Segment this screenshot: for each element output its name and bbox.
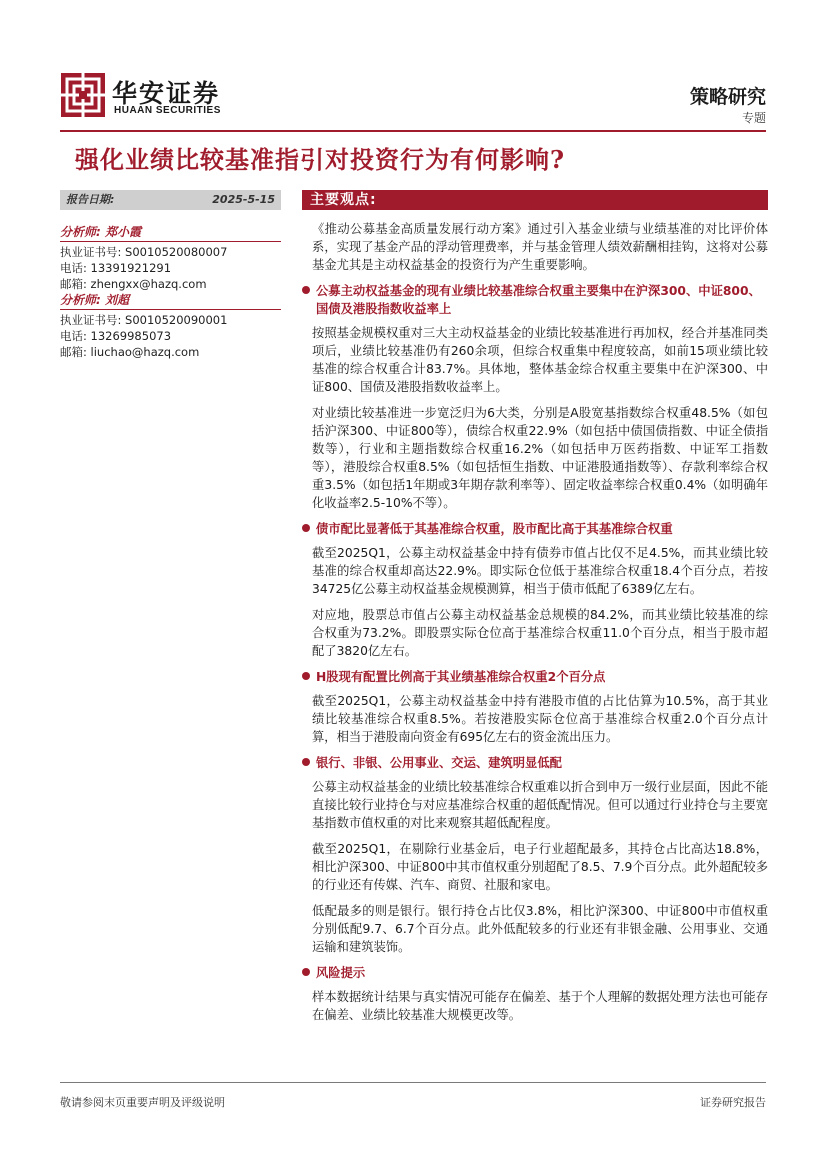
- bullet-dot-icon: [302, 672, 310, 680]
- point-paragraph: 截至2025Q1，公募主动权益基金中持有港股市值的占比估算为10.5%，高于其业绩比较基准综合权重8.5%。若按港股实际仓位高于基准综合权重2.0个百分点计算，相当于港股南向资金有695亿左右的资金流出压力。: [312, 694, 768, 744]
- analyst-heading: 分析师: 郑小霞: [60, 224, 281, 242]
- analyst-cert: 执业证书号: S0010520090001: [60, 313, 228, 327]
- bullet-dot-icon: [302, 524, 310, 532]
- point-heading: [302, 282, 768, 318]
- report-title: 强化业绩比较基准指引对投资行为有何影响?: [75, 145, 566, 174]
- analyst-phone: 电话: 13269985073: [60, 329, 172, 343]
- analyst-heading: 分析师: 刘超: [60, 292, 281, 310]
- document-type: 策略研究: [689, 86, 766, 108]
- point-paragraph: 按照基金规模权重对三大主动权益基金的业绩比较基准进行再加权，经合并基准同类项后，业绩比较基准仍有260余项，但综合权重集中程度较高，如前15项业绩比较基准的综合权重合计83.7%。具体地，整体基金综合权重主要集中在沪深300、中证800、国债及港股指数收益率上。: [312, 326, 768, 394]
- analyst-cert: 执业证书号: S0010520080007: [60, 245, 228, 259]
- bullet-dot-icon: [302, 758, 310, 766]
- analyst-email[interactable]: 邮箱: liuchao@hazq.com: [60, 345, 200, 359]
- point-heading: [302, 668, 768, 686]
- point-heading-text: 银行、非银、公用事业、交运、建筑明显低配: [316, 756, 562, 770]
- main-content: [302, 190, 768, 1032]
- point-paragraph: 公募主动权益基金的业绩比较基准综合权重难以折合到申万一级行业层面，因此不能直接比较行业持仓与对应基准综合权重的超低配情况。但可以通过行业持仓与主要宽基指数市值权重的对比来观察其超低配程度。: [312, 780, 768, 830]
- footer-disclaimer: 敬请参阅末页重要声明及评级说明: [60, 1096, 225, 1109]
- brand-seal-icon: [60, 72, 106, 118]
- analyst-email[interactable]: 邮箱: zhengxx@hazq.com: [60, 277, 207, 291]
- report-date-bar: [60, 190, 281, 210]
- point-heading: [302, 754, 768, 772]
- analyst-block: [60, 292, 281, 360]
- point-heading: [302, 520, 768, 538]
- point-heading-text: H股现有配置比例高于其业绩基准综合权重2个百分点: [316, 670, 606, 684]
- section-title-bar: 主要观点:: [302, 190, 768, 210]
- point-paragraph: 截至2025Q1，公募主动权益基金中持有债券市值占比仅不足4.5%，而其业绩比较基准的综合权重却高达22.9%。即实际仓位低于基准综合权重18.4个百分点，若按34725亿公募主动权益基金规模测算，相当于债市低配了6389亿左右。: [312, 546, 768, 596]
- analyst-block: [60, 224, 281, 292]
- brand-name-en: HUAAN SECURITIES: [114, 105, 221, 116]
- sidebar: [60, 190, 281, 360]
- brand-name-cn: 华安证券: [112, 79, 221, 108]
- report-date-label: 报告日期:: [66, 193, 115, 206]
- bullet-dot-icon: [302, 286, 310, 294]
- intro-paragraph: 《推动公募基金高质量发展行动方案》通过引入基金业绩与业绩基准的对比评价体系，实现了基金产品的浮动管理费率，并与基金管理人绩效薪酬相挂钩，这将对公募基金尤其是主动权益基金的投资行为产生重要影响。: [312, 222, 768, 272]
- bullet-dot-icon: [302, 968, 310, 976]
- analyst-phone: 电话: 13391921291: [60, 261, 172, 275]
- report-date-value: 2025-5-15: [212, 193, 275, 206]
- footer-report-type: 证券研究报告: [700, 1096, 766, 1109]
- footer-divider: [60, 1082, 766, 1083]
- point-heading: [302, 964, 768, 982]
- point-heading-text: 风险提示: [316, 966, 366, 980]
- point-paragraph: 对应地，股票总市值占公募主动权益基金总规模的84.2%，而其业绩比较基准的综合权重为73.2%。即股票实际仓位高于基准综合权重11.0个百分点，相当于股市超配了3820亿左右。: [312, 608, 768, 658]
- point-heading-text: 债市配比显著低于其基准综合权重，股市配比高于其基准综合权重: [316, 522, 673, 536]
- point-paragraph: 对业绩比较基准进一步宽泛归为6大类，分别是A股宽基指数综合权重48.5%（如包括沪深300、中证800等），债综合权重22.9%（如包括中债国债指数、中证全债指数等），行业和主题指数综合权重16.2%（如包括申万医药指数、中证军工指数等），港股综合权重8.5%（如包括恒生指数、中证港股通指数等）、存款利率综合权重3.5%（如包括1年期或3年期存款利率等）、固定收益率综合权重0.4%（如明确年化收益率2.5-10%不等）。: [312, 406, 768, 510]
- point-paragraph: 样本数据统计结果与真实情况可能存在偏差、基于个人理解的数据处理方法也可能存在偏差、业绩比较基准大规模更改等。: [312, 990, 768, 1022]
- document-subtype: 专题: [741, 111, 766, 125]
- point-paragraph: 截至2025Q1，在剔除行业基金后，电子行业超配最多，其持仓占比高达18.8%，相比沪深300、中证800中其市值权重分别超配了8.5、7.9个百分点。此外超配较多的行业还有传媒、汽车、商贸、社服和家电。: [312, 842, 768, 892]
- point-paragraph: 低配最多的则是银行。银行持仓占比仅3.8%，相比沪深300、中证800中市值权重分别低配9.7、6.7个百分点。此外低配较多的行业还有非银金融、公用事业、交通运输和建筑装饰。: [312, 904, 768, 954]
- header-divider: [60, 130, 766, 132]
- point-heading-text: 公募主动权益基金的现有业绩比较基准综合权重主要集中在沪深300、中证800、国债及港股指数收益率上: [316, 284, 761, 316]
- brand-logo: [60, 72, 250, 122]
